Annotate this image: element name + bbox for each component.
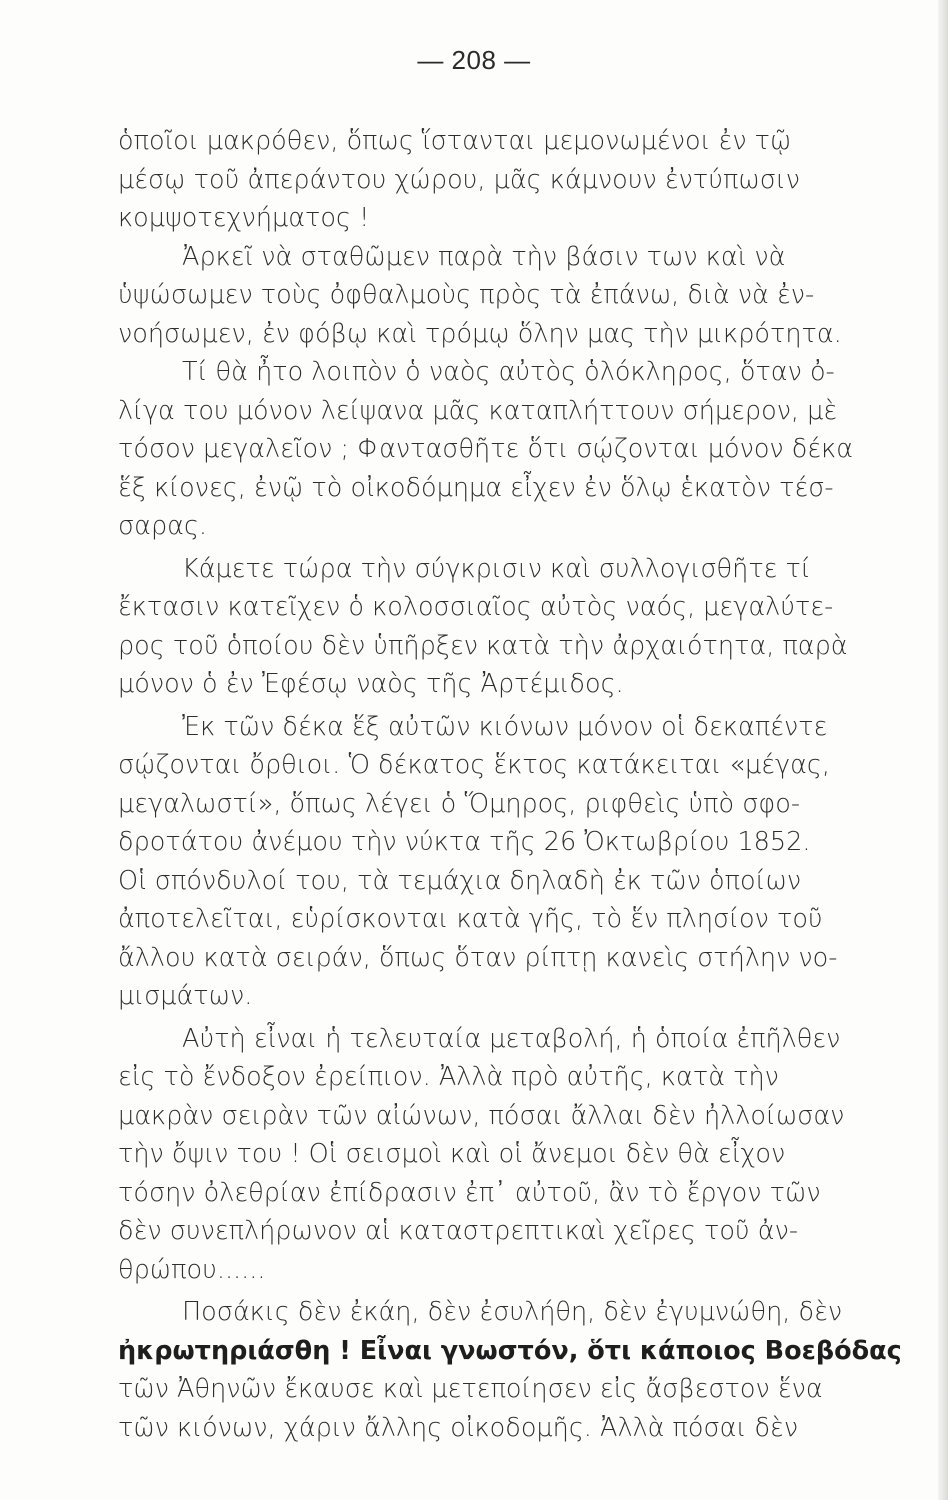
text-line: Ἐκ τῶν δέκα ἕξ αὐτῶν κιόνων μόνον οἱ δεκαπέντε [182, 711, 828, 742]
text-line: Ἀρκεῖ νὰ σταθῶμεν παρὰ τὴν βάσιν των καὶ νὰ [182, 241, 786, 272]
text-line: Κάμετε τώρα τὴν σύγκρισιν καὶ συλλογισθῆτε τί [182, 553, 811, 584]
text-line: τόσον μεγαλεῖον ; Φαντασθῆτε ὅτι σῴζονται μόνον δέκα [118, 434, 854, 464]
text-line: ὑψώσωμεν τοὺς ὀφθαλμοὺς πρὸς τὰ ἐπάνω, διὰ νὰ ἐν- [118, 280, 815, 310]
text-line: λίγα του μόνον λείψανα μᾶς καταπλήττουν σήμερον, μὲ [118, 395, 838, 426]
text-line: ἔκτασιν κατεῖχεν ὁ κολοσσιαῖος αὐτὸς ναός, μεγαλύτε- [118, 592, 834, 622]
text-line: Τί θὰ ἦτο λοιπὸν ὁ ναὸς αὐτὸς ὁλόκληρος, ὅταν ὀ- [182, 357, 835, 387]
text-line: νοήσωμεν, ἐν φόβῳ καὶ τρόμῳ ὅλην μας τὴν μικρότητα. [118, 318, 842, 349]
text-line: ρος τοῦ ὁποίου δὲν ὑπῆρξεν κατὰ τὴν ἀρχαιότητα, παρὰ [118, 630, 848, 661]
text-line: σῴζονται ὄρθιοι. Ὁ δέκατος ἕκτος κατάκειται «μέγας, [118, 750, 830, 780]
text-line: κομψοτεχνήματος ! [118, 203, 370, 233]
page-number: — 208 — [417, 45, 531, 75]
text-line: εἰς τὸ ἔνδοξον ἐρείπιον. Ἀλλὰ πρὸ αὐτῆς, κατὰ τὴν [118, 1062, 779, 1092]
text-line: Οἱ σπόνδυλοί του, τὰ τεμάχια δηλαδὴ ἐκ τῶν ὁποίων [118, 865, 802, 896]
text-line: τὴν ὄψιν του ! Οἱ σεισμοὶ καὶ οἱ ἄνεμοι δὲν θὰ εἶχον [118, 1139, 786, 1169]
text-line: μέσῳ τοῦ ἀπεράντου χώρου, μᾶς κάμνουν ἐντύπωσιν [118, 164, 800, 195]
text-line: Αὐτὴ εἶναι ἡ τελευταία μεταβολή, ἡ ὁποία ἐπῆλθεν [182, 1023, 841, 1054]
text-line: μεγαλωστί», ὅπως λέγει ὁ Ὅμηρος, ριφθεὶς ὑπὸ σφο- [118, 788, 801, 819]
text-line: τῶν Ἀθηνῶν ἔκαυσε καὶ μετεποίησεν εἰς ἄσβεστον ἕνα [118, 1374, 823, 1404]
text-line: θρώπου...... [118, 1254, 266, 1285]
text-line: μισμάτων. [118, 981, 253, 1011]
text-line: τῶν κιόνων, χάριν ἄλλης οἰκοδομῆς. Ἀλλὰ πόσαι δὲν [118, 1412, 799, 1443]
page-edge-shadow [938, 0, 948, 1500]
text-line: ἄλλου κατὰ σειράν, ὅπως ὅταν ρίπτῃ κανεὶς στήλην νο- [118, 942, 838, 973]
text-line: τόσην ὀλεθρίαν ἐπίδρασιν ἐπ᾽ αὐτοῦ, ἂν τὸ ἔργον τῶν [118, 1177, 821, 1208]
text-line: Ποσάκις δὲν ἐκάη, δὲν ἐσυλήθη, δὲν ἐγυμνώθη, δὲν [182, 1297, 843, 1327]
text-line: ἀποτελεῖται, εὑρίσκονται κατὰ γῆς, τὸ ἕν πλησίον τοῦ [118, 904, 823, 934]
text-line: ὁποῖοι μακρόθεν, ὅπως ἵστανται μεμονωμένοι ἐν τῷ [118, 126, 792, 156]
body-text [118, 122, 908, 1447]
text-line: ἕξ κίονες, ἐνῷ τὸ οἰκοδόμημα εἶχεν ἐν ὅλῳ ἑκατὸν τέσ- [118, 472, 834, 503]
text-line: δὲν συνεπλήρωνον αἱ καταστρεπτικαὶ χεῖρες τοῦ ἀν- [118, 1216, 799, 1246]
text-line: μακρὰν σειρὰν τῶν αἰώνων, πόσαι ἄλλαι δὲν ἠλλοίωσαν [118, 1100, 845, 1131]
text-line: δροτάτου ἀνέμου τὴν νύκτα τῆς 26 Ὀκτωβρίου 1852. [118, 827, 811, 857]
text-line: σαρας. [118, 511, 208, 541]
text-line: μόνον ὁ ἐν Ἐφέσῳ ναὸς τῆς Ἀρτέμιδος. [118, 669, 624, 699]
text-line: ἠκρωτηριάσθη ! Εἶναι γνωστόν, ὅτι κάποιος Βοεβόδας [118, 1335, 902, 1366]
